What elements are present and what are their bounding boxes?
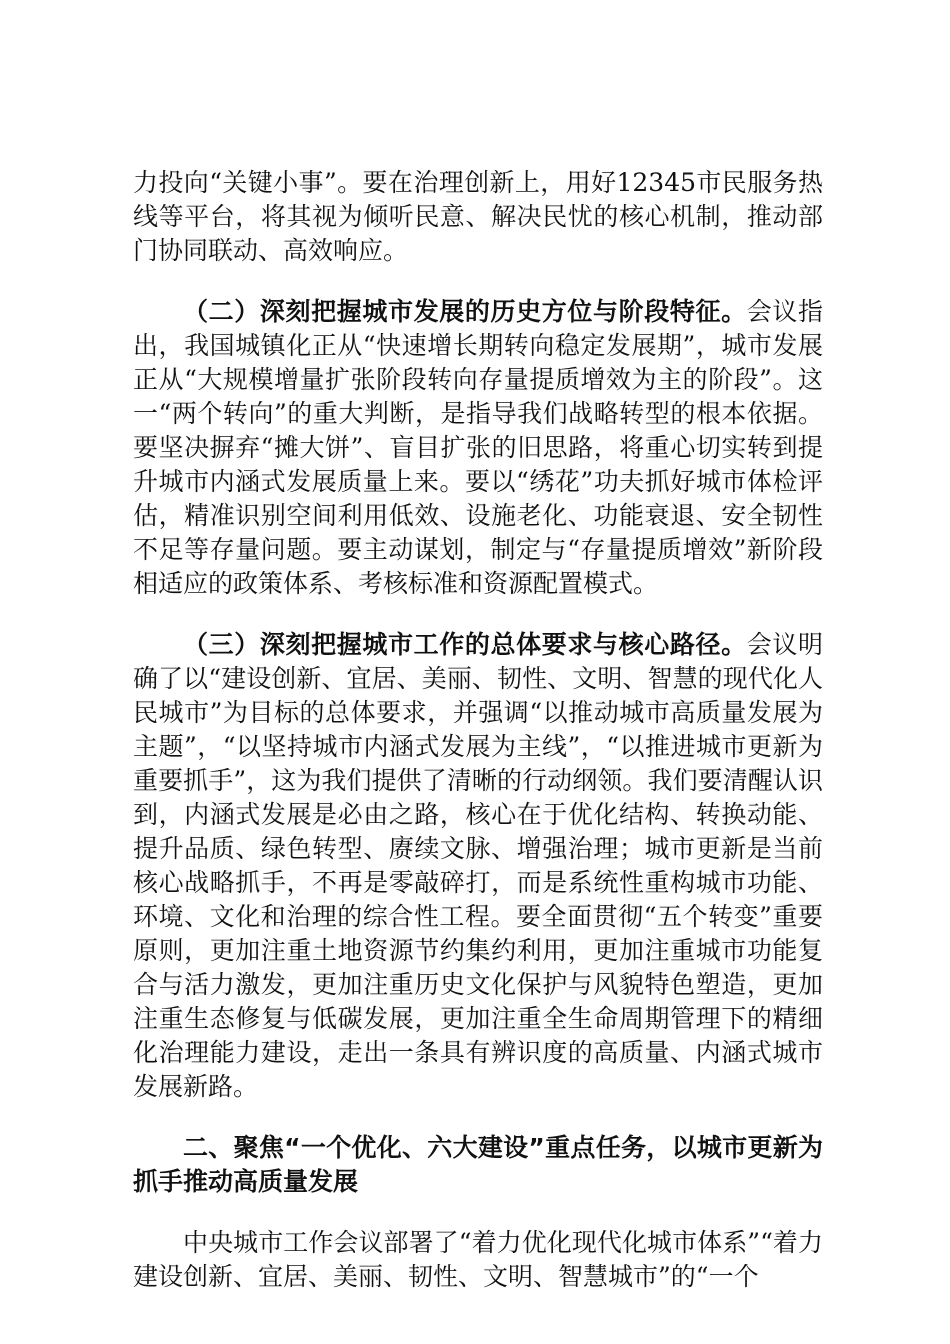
section-heading: 二、聚焦“一个优化、六大建设”重点任务，以城市更新为抓手推动高质量发展 (133, 1133, 823, 1196)
paragraph-lead-heading: （二）深刻把握城市发展的历史方位与阶段特征。 (183, 297, 747, 326)
paragraph-continuation (133, 166, 823, 268)
paragraph-overall-requirements (133, 628, 823, 1104)
paragraph-text: 会议指出，我国城镇化正从“快速增长期转向稳定发展期”，城市发展正从“大规模增量扩张阶段转向存量提质增效为主的阶段”。这一“两个转向”的重大判断，是指导我们战略转型的根本依据。要坚决摒弃“摊大饼”、盲目扩张的旧思路，将重心切实转到提升城市内涵式发展质量上来。要以“绣花”功夫抓好城市体检评估，精准识别空间利用低效、设施老化、功能衰退、安全韧性不足等存量问题。要主动谋划，制定与“存量提质增效”新阶段相适应的政策体系、考核标准和资源配置模式。 (133, 297, 823, 598)
paragraph-closing (133, 1226, 823, 1294)
paragraph-text: 力投向“关键小事”。要在治理创新上，用好12345市民服务热线等平台，将其视为倾听民意、解决民忧的核心机制，推动部门协同联动、高效响应。 (133, 168, 823, 265)
paragraph-historical-position (133, 295, 823, 601)
paragraph-lead-heading: （三）深刻把握城市工作的总体要求与核心路径。 (183, 630, 747, 659)
document-page (133, 166, 823, 1321)
paragraph-text: 会议明确了以“建设创新、宜居、美丽、韧性、文明、智慧的现代化人民城市”为目标的总体要求，并强调“以推动城市高质量发展为主题”，“以坚持城市内涵式发展为主线”，“以推进城市更新为重要抓手”，这为我们提供了清晰的行动纲领。我们要清醒认识到，内涵式发展是必由之路，核心在于优化结构、转换动能、提升品质、绿色转型、赓续文脉、增强治理；城市更新是当前核心战略抓手，不再是零敲碎打，而是系统性重构城市功能、环境、文化和治理的综合性工程。要全面贯彻“五个转变”重要原则，更加注重土地资源节约集约利用，更加注重城市功能复合与活力激发，更加注重历史文化保护与风貌特色塑造，更加注重生态修复与低碳发展，更加注重全生命周期管理下的精细化治理能力建设，走出一条具有辨识度的高质量、内涵式城市发展新路。 (133, 630, 823, 1101)
paragraph-text: 中央城市工作会议部署了“着力优化现代化城市体系”“着力建设创新、宜居、美丽、韧性、文明、智慧城市”的“一个 (133, 1228, 823, 1291)
